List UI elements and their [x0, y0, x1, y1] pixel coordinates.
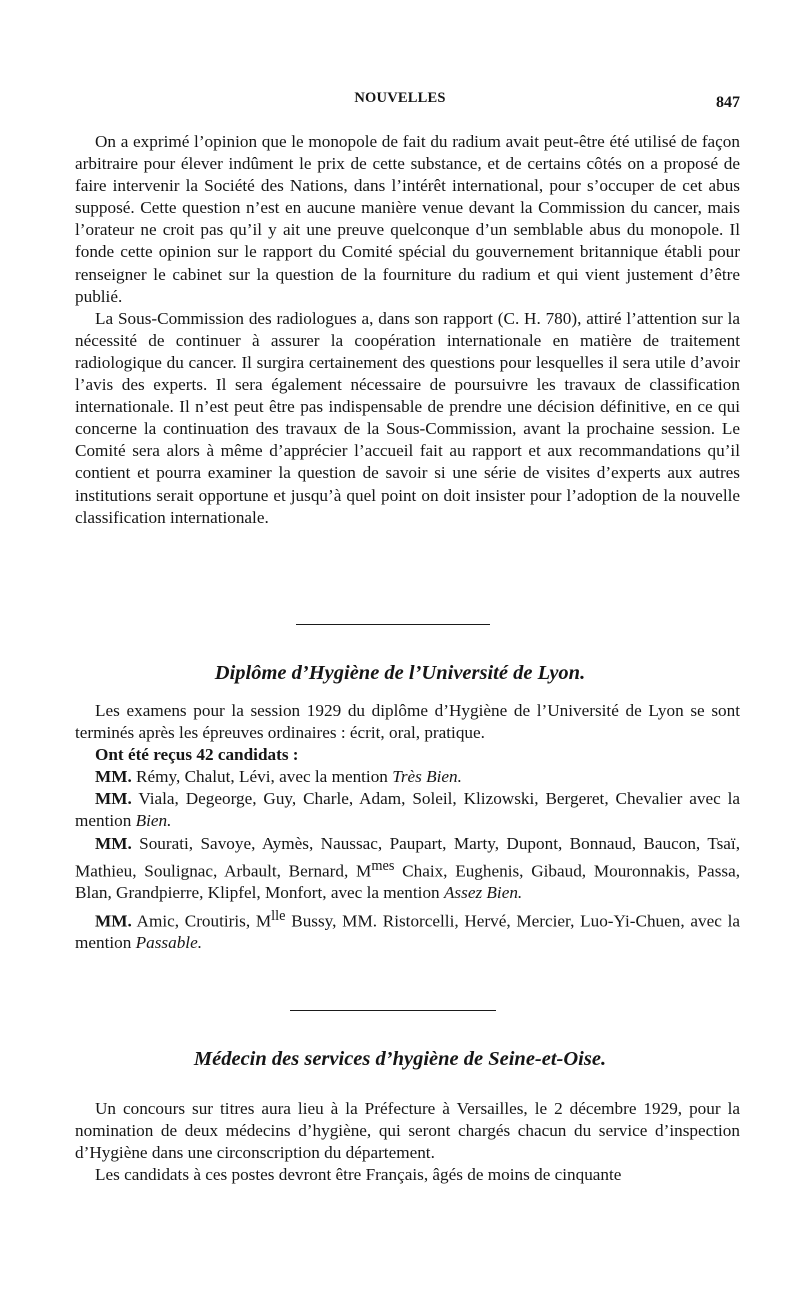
paragraph: Un concours sur titres aura lieu à la Préfecture à Versailles, le 2 décembre 1929, pour la nomination de deux médecins d’hygiène, qui seront chargés chacun du service d’inspection d’Hygiène dans une circonscription du département. — [75, 1099, 740, 1163]
mention: Bien. — [135, 811, 172, 831]
list-entry-assez-bien — [75, 833, 740, 905]
mm-prefix: MM. — [95, 911, 132, 931]
list-entry-bien — [75, 788, 740, 832]
received-count: Ont été reçus 42 candidats : — [95, 745, 299, 765]
section-divider — [296, 624, 490, 625]
mm-prefix: MM. — [95, 767, 132, 787]
paragraph: On a exprimé l’opinion que le monopole de fait du radium avait peut-être été utilisé de façon arbitraire pour élever indûment le prix de cette substance, et de certains côtés on a proposé de faire intervenir la Société des Nations, dans l’intérêt international, pour s’occuper de cet abus supposé. Cette question n’est en aucune manière venue devant la Commission du cancer, mais l’orateur ne croit pas qu’il y ait une preuve quelconque d’un semblable abus du monopole. Il fonde cette opinion sur le rapport du Comité spécial du gouvernement britannique établi pour renseigner le cabinet sur la question de la fourniture du radium et qui vient justement d’être publié. — [75, 132, 740, 306]
paragraph: Les examens pour la session 1929 du diplôme d’Hygiène de l’Université de Lyon se sont terminés après les épreuves ordinaires : écrit, oral, pratique. — [75, 701, 740, 743]
section-title-seine-et-oise: Médecin des services d’hygiène de Seine-et-Oise. — [193, 1048, 607, 1070]
received-line — [75, 744, 740, 766]
section-title-lyon-diploma: Diplôme d’Hygiène de l’Université de Lyon. — [214, 662, 586, 684]
title-superscript: lle — [271, 907, 286, 924]
names: Bussy, MM. Ristorcelli, Hervé, Mercier, Luo-Yi-Chuen, avec la mention — [75, 911, 740, 953]
paragraph: La Sous-Commission des radiologues a, dans son rapport (C. H. 780), attiré l’attention sur la nécessité de continuer à assurer la coopération internationale en matière de traitement radiologique du cancer. Il surgira certainement des questions pour lesquelles il sera utile d’avoir l’avis des experts. Il sera également nécessaire de poursuivre les travaux de classification internationale. Il n’est peut être pas indispensable de prendre une décision définitive, en ce qui concerne la continuation des travaux de la Sous-Commission, avant la prochaine session. Le Comité sera alors à même d’apprécier l’accueil fait au rapport et aux recommandations qu’il contient et pourra examiner la question de savoir si une série de visites d’experts aux autres institutions serait opportune et jusqu’à quel point on doit insister pour l’adoption de la nouvelle classification internationale. — [75, 308, 740, 527]
mention: Passable. — [135, 933, 202, 953]
page-number: 847 — [716, 94, 740, 111]
mention: Très Bien. — [392, 767, 462, 787]
names: Sourati, Savoye, Aymès, Naussac, Paupart, Marty, Dupont, Bonnaud, Baucon, Tsaï, Mathieu, Soulignac, Arbault, Bernard, M — [75, 833, 741, 881]
title-superscript: mes — [371, 857, 395, 874]
names: Rémy, Chalut, Lévi, avec la mention — [136, 767, 388, 787]
mention: Assez Bien. — [443, 883, 523, 903]
names: Viala, Degeorge, Guy, Charle, Adam, Soleil, Klizowski, Bergeret, Chevalier avec la mention — [75, 789, 740, 831]
names: Chaix, Eughenis, Gibaud, Mouronnakis, Passa, Blan, Grandpierre, Klipfel, Monfort, avec la mention — [75, 861, 740, 903]
list-entry-tres-bien — [75, 766, 740, 788]
paragraph: Les candidats à ces postes devront être Français, âgés de moins de cinquante — [95, 1165, 622, 1185]
names: Amic, Croutiris, M — [136, 911, 272, 931]
list-entry-passable — [75, 905, 740, 955]
lyon-diploma-text — [75, 700, 740, 955]
section-divider — [290, 1010, 496, 1011]
mm-prefix: MM. — [95, 833, 132, 853]
seine-et-oise-text — [75, 1098, 740, 1186]
mm-prefix: MM. — [95, 789, 132, 809]
running-title: NOUVELLES — [354, 90, 446, 106]
radium-discussion-text — [75, 131, 740, 529]
